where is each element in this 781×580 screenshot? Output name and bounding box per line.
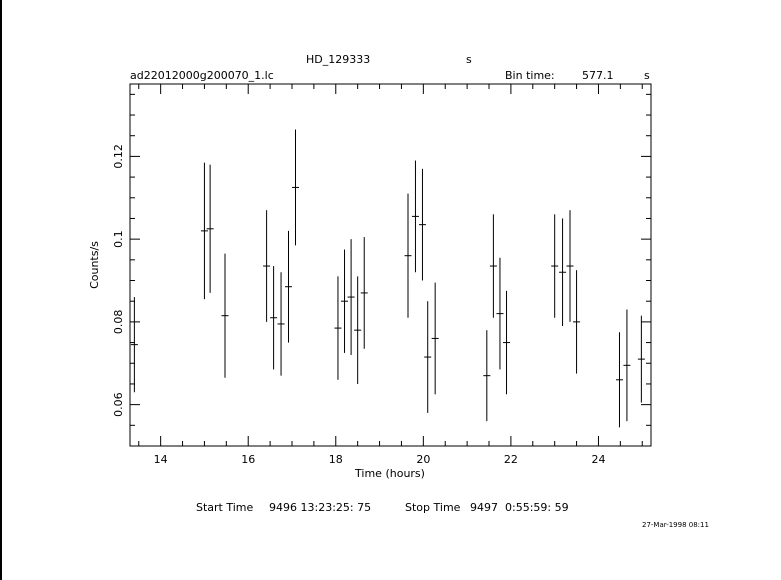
bin-time-label: Bin time: [505, 69, 555, 82]
data-point [424, 301, 431, 413]
data-point [419, 169, 426, 281]
data-point [341, 249, 348, 352]
data-point [278, 272, 285, 375]
x-tick-label: 22 [503, 453, 518, 466]
data-point [432, 283, 439, 395]
data-point [222, 254, 229, 378]
axis-tick-labels [112, 144, 605, 466]
data-point [354, 276, 361, 384]
x-tick-label: 18 [328, 453, 343, 466]
data-point [285, 231, 292, 343]
y-tick-label: 0.08 [112, 309, 125, 335]
stop-time-value: 9497 0:55:59: 59 [470, 501, 569, 514]
data-point [361, 237, 368, 349]
data-point [334, 276, 341, 379]
data-point [412, 161, 419, 273]
data-point [567, 210, 574, 322]
y-tick-label: 0.12 [112, 144, 125, 169]
plot-frame [130, 84, 651, 446]
y-tick-label: 0.06 [112, 392, 125, 417]
data-point [616, 332, 623, 427]
y-axis-label: Counts/s [88, 241, 101, 289]
start-time-label: Start Time [196, 501, 254, 514]
data-point [559, 218, 566, 326]
data-point [270, 266, 277, 369]
data-point [623, 309, 630, 421]
data-point [207, 165, 214, 293]
filename: ad22012000g200070_1.lc [130, 69, 274, 82]
data-point [201, 163, 208, 300]
bin-time-unit: s [644, 69, 650, 82]
data-point [263, 210, 270, 322]
data-point [496, 258, 503, 370]
data-point [490, 214, 497, 317]
data-point [551, 214, 558, 317]
start-time-value: 9496 13:23:25: 75 [269, 501, 372, 514]
x-axis-label: Time (hours) [355, 467, 425, 480]
x-tick-label: 24 [591, 453, 606, 466]
bin-time-value: 577.1 [582, 69, 614, 82]
x-tick-label: 14 [153, 453, 168, 466]
y-tick-label: 0.1 [112, 230, 125, 248]
data-point [483, 330, 490, 421]
data-point [348, 239, 355, 355]
data-point [131, 297, 138, 392]
data-point [638, 316, 645, 403]
data-point [292, 130, 299, 246]
axis-ticks [130, 84, 651, 446]
data-point [573, 270, 580, 373]
data-point [405, 194, 412, 318]
x-tick-label: 16 [241, 453, 256, 466]
object-name: HD_129333 [306, 53, 371, 66]
stop-time-label: Stop Time [405, 501, 461, 514]
object-unit: s [466, 53, 472, 66]
data-point [503, 291, 510, 394]
date-stamp: 27-Mar-1998 08:11 [642, 521, 709, 529]
x-tick-label: 20 [416, 453, 431, 466]
data-points [131, 130, 645, 428]
